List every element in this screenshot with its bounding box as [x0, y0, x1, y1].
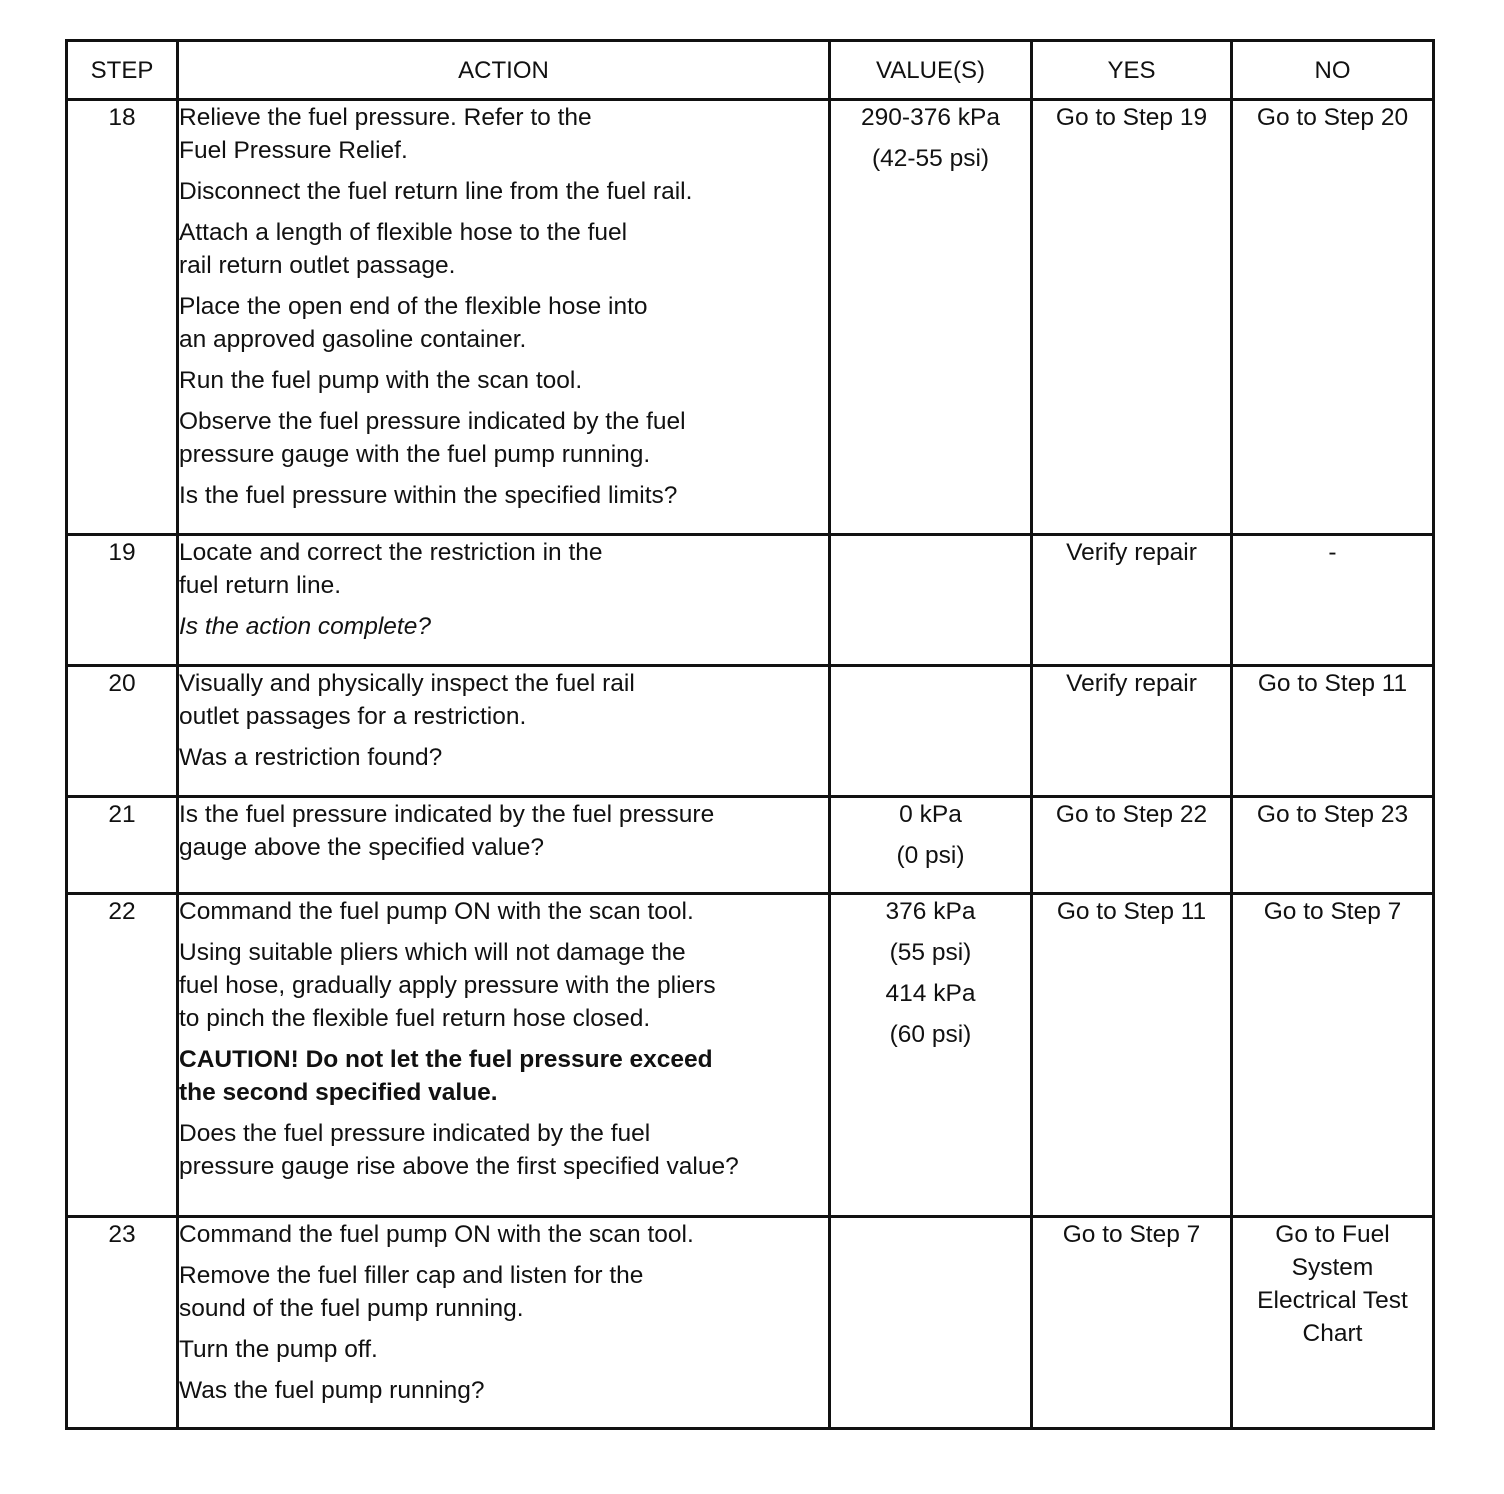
no-result: - — [1232, 535, 1434, 666]
header-no: NO — [1232, 41, 1434, 100]
value-text: (60 psi) — [889, 1021, 972, 1048]
action-text: Command the fuel pump ON with the scan tool. — [179, 898, 694, 925]
yes-result: Verify repair — [1032, 666, 1232, 797]
action-text: Locate and correct the restriction in the fuel return line. — [179, 539, 603, 599]
value-text: 376 kPa — [885, 898, 976, 925]
table-header-row — [67, 41, 1434, 100]
action-text: Place the open end of the flexible hose into an approved gasoline container. — [179, 293, 648, 353]
action-question: Is the action complete? — [179, 613, 431, 640]
table-row — [67, 100, 1434, 535]
yes-result: Go to Step 11 — [1032, 894, 1232, 1217]
action-text: Command the fuel pump ON with the scan tool. — [179, 1221, 694, 1248]
header-yes: YES — [1032, 41, 1232, 100]
action-question: Is the fuel pressure within the specified limits? — [179, 482, 678, 509]
action-cell — [178, 894, 830, 1217]
table-row — [67, 797, 1434, 894]
action-text: Relieve the fuel pressure. Refer to the Fuel Pressure Relief. — [179, 104, 592, 164]
action-question: Does the fuel pressure indicated by the fuel pressure gauge rise above the first specified value? — [179, 1120, 739, 1180]
caution-text: CAUTION! Do not let the fuel pressure exceed the second specified value. — [179, 1046, 713, 1106]
action-question: Is the fuel pressure indicated by the fuel pressure gauge above the specified value? — [179, 801, 715, 861]
header-action: ACTION — [178, 41, 830, 100]
header-values: VALUE(S) — [830, 41, 1032, 100]
value-text: (42-55 psi) — [871, 145, 990, 172]
table-row — [67, 894, 1434, 1217]
step-number: 21 — [67, 797, 178, 894]
action-text: Disconnect the fuel return line from the fuel rail. — [179, 178, 693, 205]
yes-result: Go to Step 19 — [1032, 100, 1232, 535]
table-row — [67, 1217, 1434, 1429]
value-text: (55 psi) — [889, 939, 972, 966]
action-text: Visually and physically inspect the fuel rail outlet passages for a restriction. — [179, 670, 635, 730]
action-text: Remove the fuel filler cap and listen for the sound of the fuel pump running. — [179, 1262, 644, 1322]
no-result: Go to Step 11 — [1232, 666, 1434, 797]
values-cell — [830, 894, 1032, 1217]
value-text: 290-376 kPa — [861, 104, 1000, 131]
step-number: 22 — [67, 894, 178, 1217]
action-text: Observe the fuel pressure indicated by the fuel pressure gauge with the fuel pump running. — [179, 408, 686, 468]
values-cell — [830, 666, 1032, 797]
action-text: Turn the pump off. — [179, 1336, 378, 1363]
table-row — [67, 535, 1434, 666]
action-question: Was a restriction found? — [179, 744, 443, 771]
value-text: 0 kPa — [899, 801, 962, 828]
value-text: (0 psi) — [896, 842, 965, 869]
step-number: 19 — [67, 535, 178, 666]
action-cell — [178, 535, 830, 666]
action-text: Attach a length of flexible hose to the fuel rail return outlet passage. — [179, 219, 628, 279]
step-number: 20 — [67, 666, 178, 797]
yes-result: Verify repair — [1032, 535, 1232, 666]
action-cell — [178, 666, 830, 797]
no-result: Go to Step 23 — [1232, 797, 1434, 894]
values-cell — [830, 1217, 1032, 1429]
yes-result: Go to Step 7 — [1032, 1217, 1232, 1429]
step-number: 18 — [67, 100, 178, 535]
header-step: STEP — [67, 41, 178, 100]
action-cell — [178, 797, 830, 894]
no-result: Go to Step 7 — [1232, 894, 1434, 1217]
values-cell — [830, 535, 1032, 666]
action-text: Run the fuel pump with the scan tool. — [179, 367, 583, 394]
action-cell — [178, 1217, 830, 1429]
yes-result: Go to Step 22 — [1032, 797, 1232, 894]
action-question: Was the fuel pump running? — [179, 1377, 485, 1404]
no-result: Go to Fuel System Electrical Test Chart — [1232, 1217, 1434, 1429]
no-result: Go to Step 20 — [1232, 100, 1434, 535]
values-cell — [830, 100, 1032, 535]
action-text: Using suitable pliers which will not damage the fuel hose, gradually apply pressure with the pliers to pinch the flexible fuel return hose closed. — [179, 939, 716, 1032]
value-text: 414 kPa — [885, 980, 976, 1007]
action-cell — [178, 100, 830, 535]
values-cell — [830, 797, 1032, 894]
diagnostic-table — [65, 39, 1435, 1430]
table-row — [67, 666, 1434, 797]
step-number: 23 — [67, 1217, 178, 1429]
